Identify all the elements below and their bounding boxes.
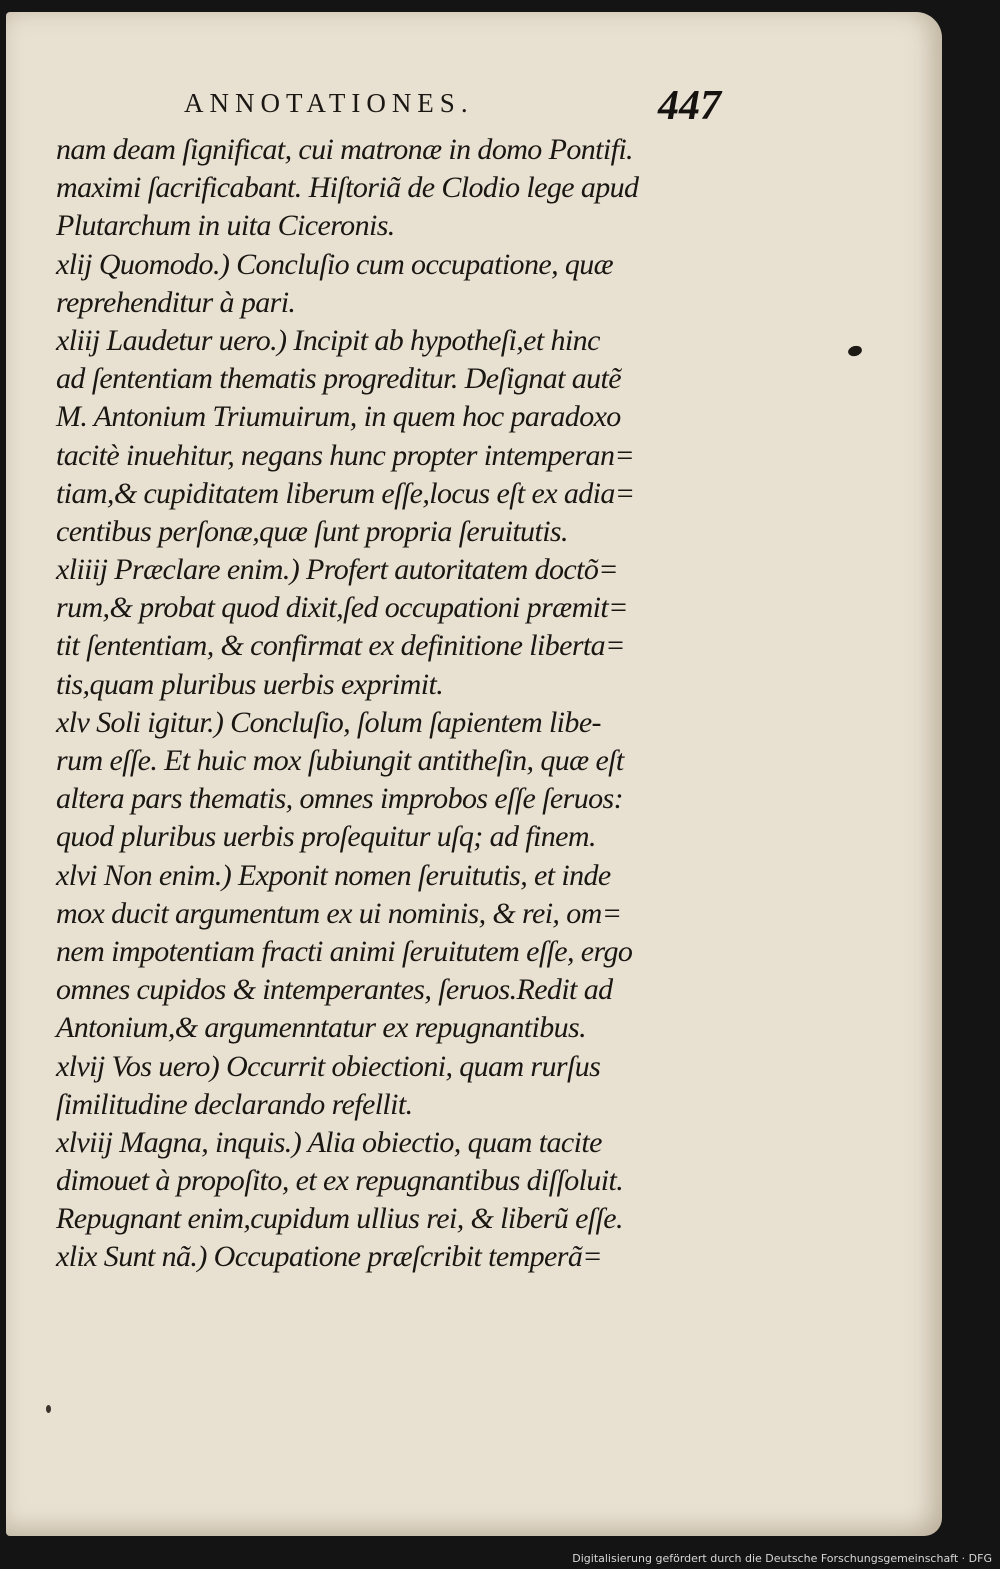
text-line: Plutarchum in uita Ciceronis. xyxy=(56,209,395,243)
text-line: xliiij Præclare enim.) Profert autoritatem doctõ= xyxy=(56,553,618,587)
text-line: rum,& probat quod dixit,ſed occupationi præmit= xyxy=(56,591,628,625)
text-line: tiam,& cupiditatem liberum eſſe,locus eſt ex adia= xyxy=(56,476,635,510)
text-line: nem impotentiam fracti animi ſeruitutem eſſe, ergo xyxy=(56,934,633,968)
text-line: centibus perſonæ,quæ ſunt propria ſeruitutis. xyxy=(56,514,568,548)
text-line: omnes cupidos & intemperantes, ſeruos.Redit ad xyxy=(56,973,613,1007)
digitization-credit: Digitalisierung gefördert durch die Deutsche Forschungsgemeinschaft · DFG xyxy=(572,1552,992,1565)
page-number: 447 xyxy=(658,83,721,129)
text-line: tis,quam pluribus uerbis exprimit. xyxy=(56,667,444,701)
running-head: ANNOTATIONES. xyxy=(184,88,474,118)
text-line: xlv Soli igitur.) Concluſio, ſolum ſapientem libe- xyxy=(56,705,601,739)
text-line: tacitè inuehitur, negans hunc propter intemperan= xyxy=(56,438,634,472)
text-line: xlix Sunt nã.) Occupatione præſcribit temperã= xyxy=(56,1240,602,1274)
text-line: ad ſententiam thematis progreditur. Deſignat autẽ xyxy=(56,362,621,396)
text-line: Antonium,& argumenntatur ex repugnantibus. xyxy=(56,1011,587,1045)
text-line: reprehenditur à pari. xyxy=(56,285,296,319)
text-line: quod pluribus uerbis proſequitur uſq; ad finem. xyxy=(56,820,596,854)
ink-spot xyxy=(847,344,863,357)
text-line: tit ſententiam, & confirmat ex definitione liberta= xyxy=(56,629,625,663)
text-line: xlij Quomodo.) Concluſio cum occupatione, quæ xyxy=(56,247,614,281)
text-line: altera pars thematis, omnes improbos eſſe ſeruos: xyxy=(56,782,623,816)
text-line: ſimilitudine declarando refellit. xyxy=(56,1087,413,1121)
text-line: Repugnant enim,cupidum ullius rei, & liberũ eſſe. xyxy=(56,1202,623,1236)
text-line: xlvij Vos uero) Occurrit obiectioni, quam rurſus xyxy=(56,1049,601,1083)
text-line: M. Antonium Triumuirum, in quem hoc paradoxo xyxy=(56,400,621,434)
text-line: dimouet à propoſito, et ex repugnantibus diſſoluit. xyxy=(56,1164,624,1198)
book-page xyxy=(6,12,942,1536)
text-line: xliij Laudetur uero.) Incipit ab hypotheſi,et hinc xyxy=(56,323,600,357)
text-line: xlviij Magna, inquis.) Alia obiectio, quam tacite xyxy=(56,1125,602,1159)
text-line: rum eſſe. Et huic mox ſubiungit antitheſin, quæ eſt xyxy=(56,744,624,777)
text-line: mox ducit argumentum ex ui nominis, & rei, om= xyxy=(56,896,622,930)
text-line: maximi ſacrificabant. Hiſtoriã de Clodio lege apud xyxy=(56,171,639,205)
text-line: nam deam ſignificat, cui matronæ in domo Pontifi. xyxy=(56,133,633,166)
text-line: xlvi Non enim.) Exponit nomen ſeruitutis, et inde xyxy=(56,858,611,892)
ink-spot xyxy=(46,1405,51,1413)
annotation-text xyxy=(56,131,706,1277)
